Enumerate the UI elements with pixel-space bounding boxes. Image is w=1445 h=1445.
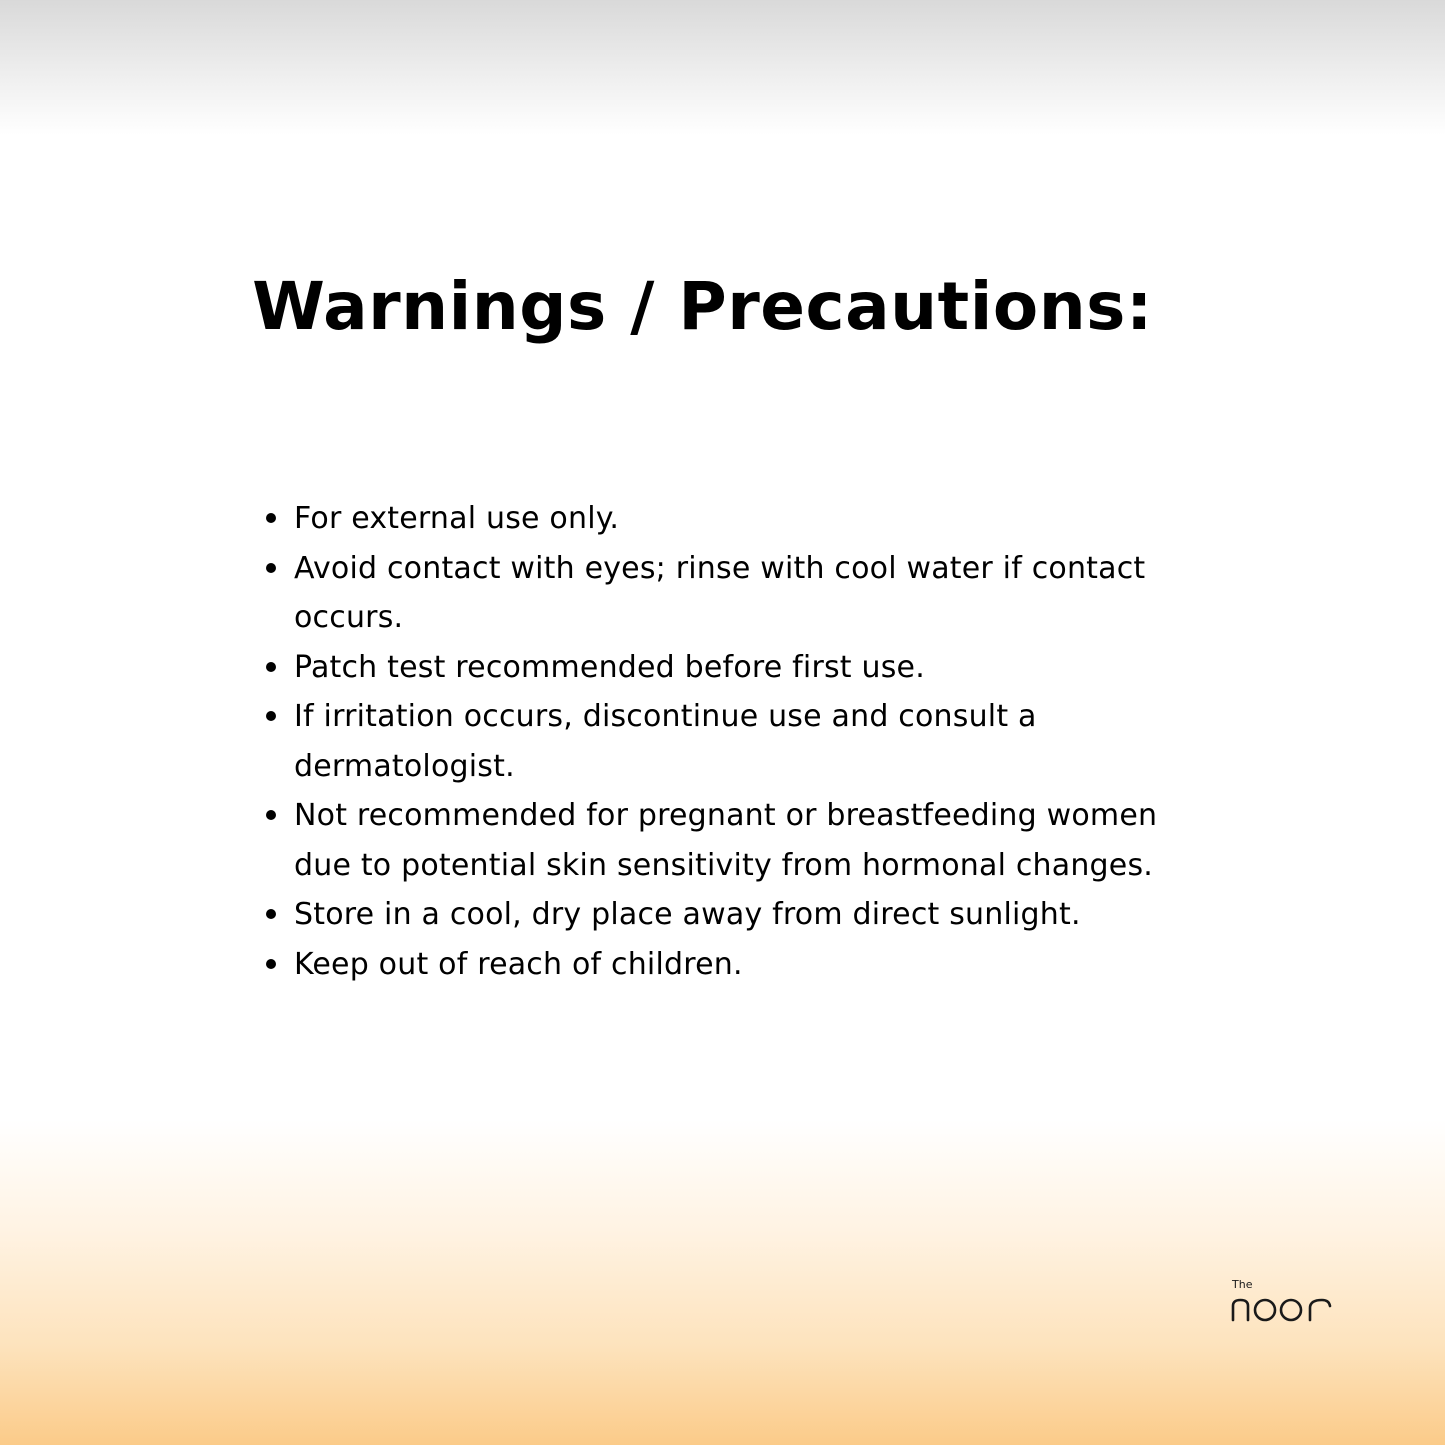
warning-text: For external use only.: [294, 501, 620, 536]
warning-text: Avoid contact with eyes; rinse with cool water if contact occurs.: [294, 550, 1146, 635]
warning-text: Store in a cool, dry place away from direct sunlight.: [294, 897, 1081, 932]
noor-wordmark-icon: [1230, 1292, 1334, 1322]
bullet-icon: [266, 513, 276, 523]
list-item: [294, 940, 1174, 990]
warning-text: Not recommended for pregnant or breastfeeding women due to potential skin sensitivity from hormonal changes.: [294, 798, 1158, 883]
warnings-list: [294, 494, 1174, 989]
list-item: [294, 544, 1174, 643]
bullet-icon: [266, 909, 276, 919]
bullet-icon: [266, 711, 276, 721]
list-item: [294, 890, 1174, 940]
warning-text: Patch test recommended before first use.: [294, 649, 925, 685]
warning-text: Keep out of reach of children.: [294, 946, 743, 982]
page-title: Warnings / Precautions:: [252, 268, 1153, 345]
list-item: [294, 494, 1174, 544]
bullet-icon: [266, 563, 276, 573]
warning-text: If irritation occurs, discontinue use and consult a dermatologist.: [294, 699, 1037, 784]
bullet-icon: [266, 959, 276, 969]
brand-logo: [1230, 1278, 1340, 1328]
brand-prefix: The: [1232, 1278, 1253, 1291]
list-item: [294, 791, 1174, 890]
bullet-icon: [266, 810, 276, 820]
list-item: [294, 643, 1174, 693]
bullet-icon: [266, 662, 276, 672]
brand-name: [1230, 1278, 1231, 1279]
list-item: [294, 692, 1174, 791]
